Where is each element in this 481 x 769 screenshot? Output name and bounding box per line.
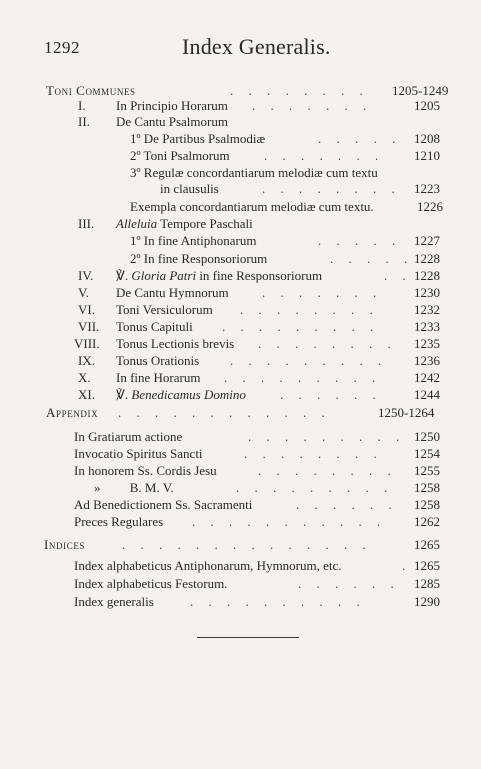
toc-entry-page: 1258 [414,497,440,512]
toc-entry-title-rest: in fine Responsoriorum [196,268,323,283]
toc-entry-page: 1265 [414,558,440,573]
toc-entry-title: Invocatio Spiritus Sancti [74,446,203,461]
toc-entry-page: 1210 [414,148,440,163]
toc-leader-dots: . [402,558,412,573]
toc-entry-title: De Cantu Hymnorum [116,285,229,300]
toc-leader-dots: . . . . . . . . . [248,429,406,444]
toc-entry [0,514,481,530]
toc-leader-dots: . . . . . . . [262,285,383,300]
toc-entry-title [116,387,246,403]
toc-entry [0,165,481,181]
toc-entry-versicle-mark: ℣. [116,387,132,402]
toc-entry-title: 1º In fine Antiphonarum [130,233,257,248]
toc-entry [0,463,481,479]
toc-leader-dots: . . . . . . . . . . . [192,514,387,529]
toc-leader-dots: . . . . . . . . . . . . [118,405,331,420]
toc-entry-page: 1254 [414,446,440,461]
toc-entry-title: Tonus Orationis [116,353,200,368]
toc-entry-title: Appendix [46,405,99,420]
toc-leader-dots: . . . . . . [298,576,400,591]
toc-entry-title: in clausulis [160,181,219,196]
toc-entry-page: 1265 [414,537,440,552]
toc-entry-title [116,216,253,232]
toc-entry [0,446,481,462]
toc-entry-title: Ad Benedictionem Ss. Sacramenti [74,497,253,512]
toc-leader-dots: . . . . . . . . . [230,353,388,368]
toc-entry-page: 1236 [414,353,440,368]
toc-entry-title [116,268,322,284]
page-header: Index Generalis. [182,34,331,59]
toc-entry-title: Toni Versiculorum [116,302,213,317]
toc-entry-title: Index generalis [74,594,154,609]
toc-entry-page: 1232 [414,302,440,317]
toc-entry-title-italic: Alleluia [116,216,158,231]
toc-entry-title: Indices [44,537,86,552]
toc-entry-number: VII. [78,319,100,334]
toc-entry-page: 1228 [414,268,440,283]
toc-entry-title: Tonus Capituli [116,319,193,334]
toc-entry-page: 1244 [414,387,440,402]
toc-entry [0,576,481,592]
toc-entry [0,558,481,574]
toc-entry-title: Toni Communes [46,83,136,98]
toc-entry-page: 1250 [414,429,440,444]
toc-entry [0,537,481,553]
toc-leader-dots: . . . . . . . . [258,463,397,478]
toc-entry-title: In Gratiarum actione [74,429,183,444]
toc-entry-number: XI. [78,387,95,402]
toc-entry-page: 1285 [414,576,440,591]
toc-entry [0,285,481,301]
toc-entry-title-rest: Tempore Paschali [157,216,253,231]
toc-entry [0,387,481,403]
toc-entry-number: IX. [78,353,95,368]
toc-entry-page: 1250-1264 [378,405,435,420]
toc-leader-dots: . . . . . . . . [230,83,369,98]
toc-entry [0,233,481,249]
toc-entry-page: 1208 [414,131,440,146]
toc-entry-page: 1227 [414,233,440,248]
toc-entry-page: 1235 [414,336,440,351]
toc-entry [0,199,481,215]
toc-entry-title: 1º De Partibus Psalmodiæ [130,131,266,146]
toc-entry [0,98,481,114]
toc-entry-page: 1233 [414,319,440,334]
toc-leader-dots: . . . . . . . . . . . . . . [122,537,372,552]
toc-leader-dots: . . . . . . . [264,148,385,163]
toc-entry-title: Preces Regulares [74,514,164,529]
toc-entry [0,497,481,513]
toc-leader-dots: . . . . . [318,233,402,248]
toc-entry [0,181,481,197]
toc-entry-number: III. [78,216,95,231]
toc-entry-versicle-mark: ℣. [116,268,132,283]
toc-leader-dots: . . . . . . . . . [224,370,382,385]
toc-leader-dots: . . . . . . [280,387,382,402]
toc-entry-page: 1226 [417,199,443,214]
toc-entry-page: 1228 [414,251,440,266]
toc-entry [0,336,481,352]
toc-entry-page: 1258 [414,480,440,495]
toc-entry-title: Index alphabeticus Festorum. [74,576,228,591]
toc-leader-dots: . . . . . . . . [262,181,401,196]
toc-entry [0,319,481,335]
toc-entry-title-italic: Gloria Patri [131,268,197,283]
toc-leader-dots: . . . . . [330,251,414,266]
toc-entry [0,429,481,445]
toc-entry [0,594,481,610]
toc-entry-page: 1255 [414,463,440,478]
toc-entry-page: 1205 [414,98,440,113]
toc-entry-title-italic: Benedicamus Domino [131,387,246,402]
toc-leader-dots: . . . . . [318,131,402,146]
toc-entry [0,83,481,99]
toc-entry-number: IV. [78,268,94,283]
toc-entry-title: Index alphabeticus Antiphonarum, Hymnorum, etc. [74,558,342,573]
toc-entry-title: In fine Horarum [116,370,201,385]
toc-leader-dots: . . . . . . . . [258,336,397,351]
toc-entry [0,353,481,369]
toc-entry-page: 1230 [414,285,440,300]
toc-entry-title: Exempla concordantiarum melodiæ cum textu. [130,199,374,214]
toc-entry-number: II. [78,114,90,129]
toc-entry-title: » B. M. V. [94,480,174,495]
toc-entry-title: 2º In fine Responsoriorum [130,251,268,266]
toc-entry-title: In Principio Horarum [116,98,228,113]
toc-entry [0,268,481,284]
toc-entry [0,251,481,267]
toc-entry-number: X. [78,370,91,385]
toc-leader-dots: . . . . . . . . . [236,480,394,495]
page-number: 1292 [44,38,80,57]
toc-entry-number: VI. [78,302,95,317]
toc-entry-page: 1262 [414,514,440,529]
toc-entry [0,216,481,232]
toc-entry [0,480,481,496]
toc-entry-number: V. [78,285,89,300]
bottom-rule [197,637,299,638]
toc-entry-number: I. [78,98,86,113]
toc-entry-title: In honorem Ss. Cordis Jesu [74,463,217,478]
toc-entry [0,405,481,421]
toc-entry-title: Tonus Lectionis brevis [116,336,235,351]
toc-entry-number: VIII. [74,336,100,351]
toc-entry-title: 2º Toni Psalmorum [130,148,230,163]
toc-leader-dots: . . . . . . [296,497,398,512]
toc-entry-page: 1290 [414,594,440,609]
toc-entry [0,148,481,164]
toc-leader-dots: . . . . . . . [252,98,373,113]
toc-entry-title: 3º Regulæ concordantiarum melodiæ cum textu [130,165,378,180]
toc-entry-page: 1205-1249 [392,83,449,98]
toc-entry [0,114,481,130]
toc-entry-page: 1223 [414,181,440,196]
toc-entry [0,370,481,386]
toc-leader-dots: . . [384,268,412,283]
toc-entry-page: 1242 [414,370,440,385]
toc-entry-title: De Cantu Psalmorum [116,114,228,129]
toc-leader-dots: . . . . . . . . . . [190,594,366,609]
toc-entry [0,302,481,318]
toc-leader-dots: . . . . . . . . [244,446,383,461]
toc-leader-dots: . . . . . . . . . [222,319,380,334]
toc-leader-dots: . . . . . . . . [240,302,379,317]
toc-entry [0,131,481,147]
